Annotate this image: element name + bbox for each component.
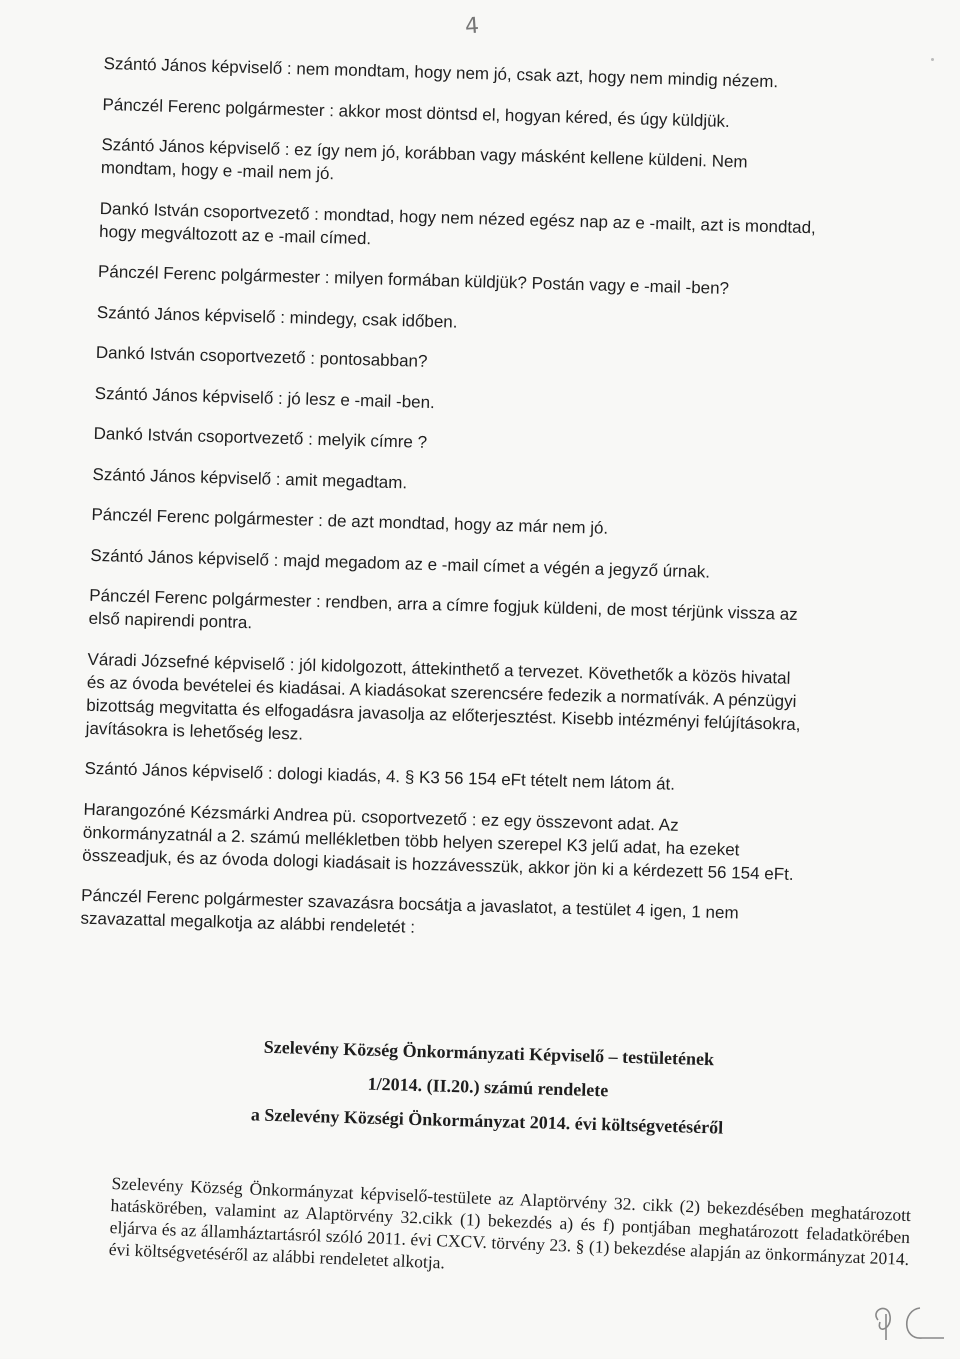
- minutes-paragraph: Váradi Józsefné képviselő : jól kidolgozott, áttekinthető a tervezet. Követhetők a közös hivatal és az óvoda bevételei és kiadásai. A kiadásokat szerencsére fedezik a normatívák. A pénzügyi bizottság megvitatta és elfogadásra javasolja az előterjesztést. Kisebb intézményi felújításokra, javításokra is lehetőség lesz.: [85, 649, 801, 744]
- minutes-paragraph: Harangozóné Kézsmárki Andrea pü. csoportvezető : ez egy összevont adat. Az önkormányzatnál a 2. számú mellékletben több helyen szerepel K3 jelű adat, ha ezeket összeadjuk, és az óvoda dologi kiadásait is hozzávesszük, akkor jön ki a kérdezett 56 154 eFt.: [82, 799, 794, 884]
- minutes-paragraph: Szántó János képviselő : dologi kiadás, 4. § K3 56 154 eFt tételt nem látom át.: [84, 758, 676, 794]
- handwritten-initials: [868, 1300, 948, 1359]
- ordinance-title-line-3: a Szelevény Községi Önkormányzat 2014. évi költségvetéséről: [250, 1104, 724, 1138]
- initials-mark-icon: [868, 1300, 948, 1350]
- minutes-paragraph: Pánczél Ferenc polgármester : de azt mondtad, hogy az már nem jó.: [91, 504, 609, 538]
- minutes-paragraph: Pánczél Ferenc polgármester : akkor most döntsd el, hogyan kéred, és úgy küldjük.: [102, 94, 731, 131]
- ordinance-title-line-2: 1/2014. (II.20.) számú rendelete: [367, 1073, 609, 1101]
- scan-speck: [931, 58, 934, 61]
- minutes-paragraph: Szántó János képviselő : ez így nem jó, korábban vagy másként kellene küldeni. Nem mondtam, hogy e -mail nem jó.: [100, 134, 748, 184]
- ordinance-title-line-1: Szelevény Község Önkormányzati Képviselő – testületének: [263, 1036, 715, 1070]
- page-number: 4: [464, 13, 480, 40]
- minutes-paragraph: Dankó István csoportvezető : mondtad, hogy nem nézed egész nap az e -mailt, azt is mondtad, hogy megváltozott az e -mail címed.: [98, 198, 817, 248]
- minutes-paragraph: Szántó János képviselő : jó lesz e -mail -ben.: [94, 383, 436, 412]
- minutes-paragraph: Pánczél Ferenc polgármester szavazásra bocsátja a javaslatot, a testület 4 igen, 1 nem szavazattal megalkotja az alábbi rendeletét :: [80, 885, 739, 937]
- minutes-paragraph: Szántó János képviselő : nem mondtam, hogy nem jó, csak azt, hogy nem mindig nézem.: [103, 53, 779, 92]
- minutes-paragraph: Szántó János képviselő : majd megadom az e -mail címet a végén a jegyző úrnak.: [90, 545, 711, 582]
- minutes-paragraph: Pánczél Ferenc polgármester : rendben, arra a címre fogjuk küldeni, de most térjünk vissza az első napirendi pontra.: [88, 585, 798, 633]
- minutes-paragraph: Dankó István csoportvezető : melyik címre ?: [93, 423, 428, 452]
- minutes-paragraph: Szántó János képviselő : amit megadtam.: [92, 464, 408, 492]
- minutes-body: [80, 52, 923, 952]
- minutes-paragraph: Szántó János képviselő : mindegy, csak időben.: [96, 302, 458, 332]
- ordinance-title: [227, 1029, 750, 1145]
- minutes-paragraph: Dankó István csoportvezető : pontosabban?: [95, 342, 428, 371]
- ordinance-preamble: Szelevény Község Önkormányzat képviselő-testülete az Alaptörvény 32. cikk (2) bekezdésében meghatározott hatáskörében, valamint az Alaptörvény 32.cikk (1) bekezdés a) és f) pontjában meghatározott feladatkörében eljárva és az államháztartásról szóló 2011. évi CXCV. törvény 23. § (1) bekezdése alapján az önkormányzat 2014. évi költségvetéséről az alábbi rendeletet alkotja.: [108, 1172, 912, 1273]
- minutes-paragraph: Pánczél Ferenc polgármester : milyen formában küldjük? Postán vagy e -mail -ben?: [97, 261, 730, 298]
